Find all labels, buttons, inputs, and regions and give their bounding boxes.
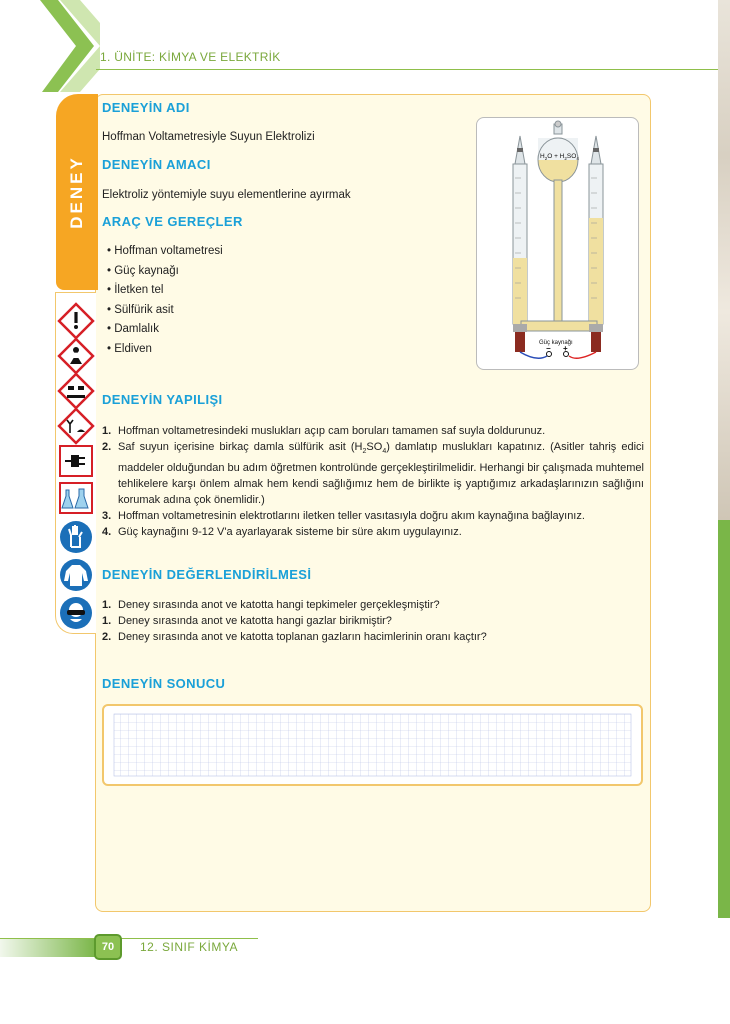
health-hazard-icon <box>59 339 93 373</box>
glassware-icon <box>60 483 92 513</box>
page-number: 70 <box>94 934 122 960</box>
list-item: • Sülfürik asit <box>107 304 223 324</box>
power-supply-label: Güç kaynağı <box>539 340 573 346</box>
evaluation-heading: DENEYİN DEĞERLENDİRİLMESİ <box>102 567 312 582</box>
plus-sign: + <box>563 344 568 353</box>
list-item: • İletken tel <box>107 284 223 304</box>
list-item: • Eldiven <box>107 343 223 363</box>
purpose-heading: DENEYİN AMACI <box>102 157 211 172</box>
list-item: 2. Deney sırasında anot ve katotta toplanan gazların hacimlerinin oranı kaçtır? <box>102 631 487 643</box>
list-item: 1. Hoffman voltametresindeki muslukları açıp cam boruları tamamen saf suyla doldurunuz. <box>102 425 546 437</box>
list-item: • Damlalık <box>107 323 223 343</box>
tools-list <box>107 245 223 362</box>
formula-text: H <box>540 153 545 160</box>
footer-title: 12. SINIF KİMYA <box>140 940 238 954</box>
procedure-heading: DENEYİN YAPILIŞI <box>102 392 223 407</box>
side-tab-label: DENEY <box>67 155 87 229</box>
exclamation-hazard-icon <box>59 304 93 338</box>
side-green-strip <box>718 520 730 918</box>
list-item: 4. Güç kaynağını 9-12 V'a ayarlayarak sisteme bir süre akım uygulayınız. <box>102 526 462 539</box>
lab-coat-icon <box>60 559 92 591</box>
procedure-list <box>102 423 644 540</box>
header-chevron-decoration <box>30 0 100 92</box>
list-item: • Hoffman voltametresi <box>107 245 223 265</box>
experiment-name: Hoffman Voltametresiyle Suyun Elektrolizi <box>102 131 315 143</box>
safety-goggles-icon <box>60 597 92 629</box>
gloves-icon <box>60 521 92 553</box>
list-item: 3. Hoffman voltametresinin elektrotlarını iletken teller vasıtasıyla doğru akım kaynağına bağlayınız. <box>102 510 585 523</box>
result-heading: DENEYİN SONUCU <box>102 676 226 691</box>
svg-text:H2O + H2SO4: $H_2O + H_2SO_4$ <box>540 153 579 161</box>
footer-gradient <box>0 939 96 957</box>
unit-title: 1. ÜNİTE: KİMYA VE ELEKTRİK <box>100 50 281 64</box>
experiment-purpose: Elektroliz yöntemiyle suyu elementlerine ayırmak <box>102 189 351 201</box>
evaluation-list <box>102 597 644 645</box>
tools-heading: ARAÇ VE GEREÇLER <box>102 214 243 229</box>
electric-plug-icon <box>60 446 92 476</box>
header-rule <box>96 69 730 70</box>
safety-icon-column <box>55 292 96 634</box>
footer-rule <box>0 938 258 939</box>
minus-sign: − <box>546 344 551 353</box>
corrosive-hazard-icon <box>59 374 93 408</box>
list-item: 1. Deney sırasında anot ve katotta hangi tepkimeler gerçekleşmiştir? <box>102 599 440 611</box>
hoffman-figure <box>476 117 639 370</box>
environment-hazard-icon <box>59 409 93 443</box>
result-answer-box[interactable] <box>102 704 643 786</box>
list-item: 2. Saf suyun içerisine birkaç damla sülfürik asit $(H_2SO_4)$ damlatıp muslukları kapatınız. (Asitler tahriş edici maddeler olduğundan bu adım öğretmen kontrolünde gerçekleştirilmelidir. Herhangi bir çalışmada muhtemel tehlikelere karşı önlem almak hem kendi sağlığımız hem de birlikte iş yaptığımız arkadaşlarınızın sağlığını korumak adına çok önemlidir.) <box>102 441 644 507</box>
name-heading: DENEYİN ADI <box>102 100 190 115</box>
list-item: 1. Deney sırasında anot ve katotta hangi gazlar birikmiştir? <box>102 615 392 627</box>
side-photo-strip <box>718 0 730 520</box>
list-item: • Güç kaynağı <box>107 265 223 285</box>
